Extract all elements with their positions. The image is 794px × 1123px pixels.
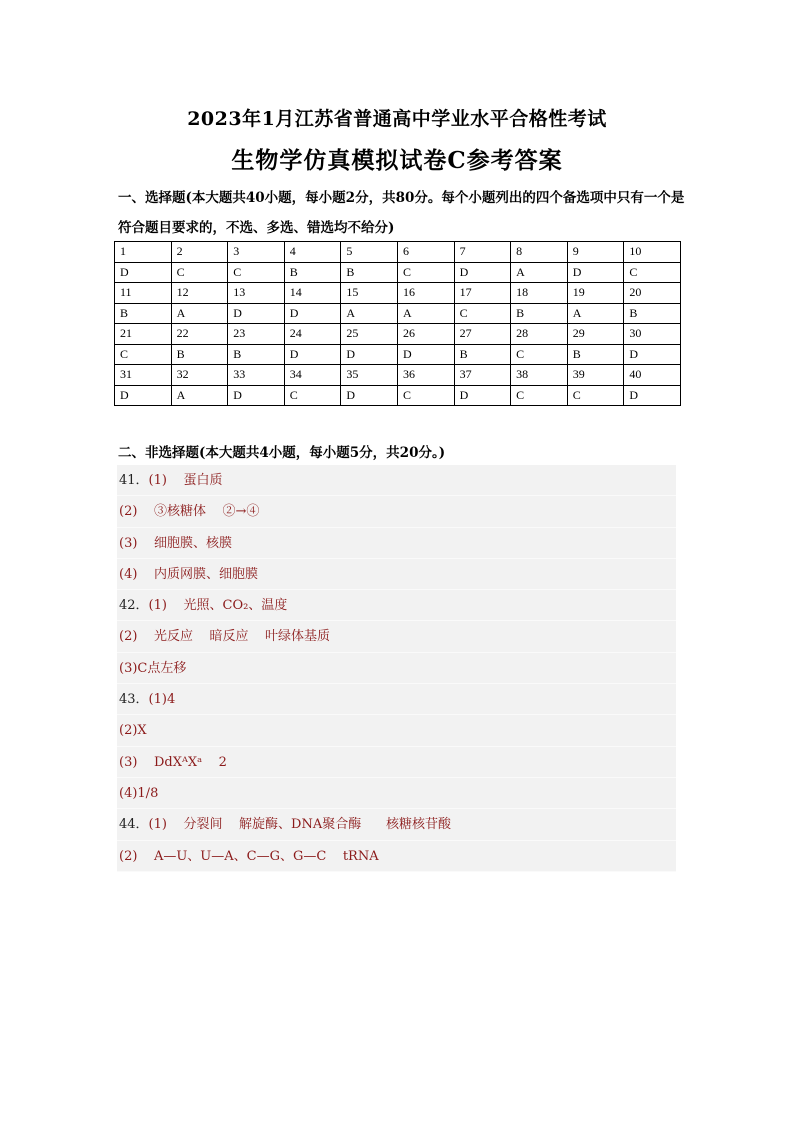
answer-text: (3) 细胞膜、核膜 <box>119 535 232 551</box>
answer-line <box>117 778 676 809</box>
question-number-cell: 8 <box>511 242 568 263</box>
section1-heading: 一、选择题(本大题共40小题，每小题2分，共80分。每个小题列出的四个备选项中只有一个是符合题目要求的，不选、多选、错选均不给分) <box>118 190 685 236</box>
question-number-cell: 17 <box>454 283 511 304</box>
question-number-cell: 15 <box>341 283 398 304</box>
answer-cell: D <box>397 344 454 365</box>
answer-text: (3) DdXᴬXᵃ 2 <box>119 754 227 770</box>
question-number-cell: 31 <box>115 365 172 386</box>
multiple-choice-answer-table <box>114 241 681 406</box>
question-number-cell: 13 <box>228 283 285 304</box>
answer-cell: D <box>284 344 341 365</box>
question-number-cell: 14 <box>284 283 341 304</box>
answer-text: (2)X <box>119 723 147 739</box>
question-number-cell: 27 <box>454 324 511 345</box>
answer-text: (3)C点左移 <box>119 660 187 676</box>
answer-cell: B <box>228 344 285 365</box>
answer-cell: A <box>511 262 568 283</box>
answer-line <box>117 621 676 652</box>
answer-cell: B <box>624 303 681 324</box>
answer-line <box>117 653 676 684</box>
question-number-cell: 19 <box>567 283 624 304</box>
question-number-cell: 7 <box>454 242 511 263</box>
answer-cell: A <box>397 303 454 324</box>
question-number-cell: 26 <box>397 324 454 345</box>
answer-line <box>117 496 676 527</box>
question-number: 42． <box>119 598 149 614</box>
question-number-cell: 1 <box>115 242 172 263</box>
question-number-cell: 20 <box>624 283 681 304</box>
question-number-cell: 23 <box>228 324 285 345</box>
question-number-cell: 35 <box>341 365 398 386</box>
answer-cell: A <box>567 303 624 324</box>
answer-cell: D <box>567 262 624 283</box>
question-number-cell: 30 <box>624 324 681 345</box>
answer-cell: D <box>341 385 398 406</box>
answer-cell: B <box>115 303 172 324</box>
question-number-cell: 9 <box>567 242 624 263</box>
question-number-cell: 39 <box>567 365 624 386</box>
answer-cell: D <box>228 385 285 406</box>
answer-cell: B <box>511 303 568 324</box>
answer-cell: D <box>115 262 172 283</box>
question-number-cell: 2 <box>171 242 228 263</box>
answer-row <box>115 344 681 365</box>
question-number-cell: 38 <box>511 365 568 386</box>
question-number-cell: 33 <box>228 365 285 386</box>
question-number-row <box>115 283 681 304</box>
answer-line <box>117 590 676 621</box>
answer-cell: D <box>341 344 398 365</box>
question-number-cell: 21 <box>115 324 172 345</box>
answer-cell: C <box>454 303 511 324</box>
question-number-cell: 4 <box>284 242 341 263</box>
question-number-cell: 6 <box>397 242 454 263</box>
answer-line <box>117 528 676 559</box>
answer-cell: B <box>284 262 341 283</box>
answer-text: (4)1/8 <box>119 785 159 801</box>
answer-text: (2) 光反应 暗反应 叶绿体基质 <box>119 629 331 645</box>
answer-line <box>117 715 676 746</box>
answer-line <box>117 465 676 496</box>
question-number-cell: 22 <box>171 324 228 345</box>
answer-cell: D <box>228 303 285 324</box>
question-number-row <box>115 242 681 263</box>
answer-cell: C <box>228 262 285 283</box>
answer-row <box>115 262 681 283</box>
question-number-cell: 11 <box>115 283 172 304</box>
question-number-cell: 16 <box>397 283 454 304</box>
question-number-row <box>115 365 681 386</box>
question-number: 44． <box>119 817 149 833</box>
answer-cell: A <box>171 385 228 406</box>
answer-cell: B <box>341 262 398 283</box>
answer-cell: C <box>511 385 568 406</box>
answer-cell: B <box>567 344 624 365</box>
answer-line <box>117 809 676 840</box>
question-number-row <box>115 324 681 345</box>
answer-line <box>117 747 676 778</box>
free-response-answers <box>117 465 676 872</box>
answer-cell: C <box>511 344 568 365</box>
question-number-cell: 34 <box>284 365 341 386</box>
question-number-cell: 32 <box>171 365 228 386</box>
answer-cell: D <box>624 385 681 406</box>
answer-cell: C <box>115 344 172 365</box>
question-number-cell: 36 <box>397 365 454 386</box>
answer-row <box>115 303 681 324</box>
answer-cell: C <box>397 385 454 406</box>
question-number-cell: 12 <box>171 283 228 304</box>
answer-cell: A <box>171 303 228 324</box>
answer-line <box>117 559 676 590</box>
section2-heading: 二、非选择题(本大题共4小题，每小题5分，共20分。) <box>118 445 446 461</box>
question-number-cell: 3 <box>228 242 285 263</box>
answer-cell: C <box>171 262 228 283</box>
question-number-cell: 29 <box>567 324 624 345</box>
answer-cell: B <box>454 344 511 365</box>
answer-cell: C <box>284 385 341 406</box>
question-number-cell: 37 <box>454 365 511 386</box>
question-number-cell: 24 <box>284 324 341 345</box>
answer-cell: D <box>115 385 172 406</box>
question-number-cell: 5 <box>341 242 398 263</box>
answer-cell: D <box>624 344 681 365</box>
answer-text: (2) A—U、U—A、C—G、G—C tRNA <box>119 848 379 864</box>
question-number-cell: 28 <box>511 324 568 345</box>
question-number-cell: 40 <box>624 365 681 386</box>
answer-cell: C <box>624 262 681 283</box>
answer-cell: D <box>454 262 511 283</box>
answer-cell: B <box>171 344 228 365</box>
answer-cell: C <box>567 385 624 406</box>
answer-cell: D <box>284 303 341 324</box>
answer-line <box>117 684 676 715</box>
question-number-cell: 25 <box>341 324 398 345</box>
answer-text: (1)4 <box>148 692 176 708</box>
answer-cell: C <box>397 262 454 283</box>
answer-cell: A <box>341 303 398 324</box>
question-number-cell: 18 <box>511 283 568 304</box>
question-number: 43． <box>119 692 149 708</box>
answer-line <box>117 841 676 872</box>
answer-text: (4) 内质网膜、细胞膜 <box>119 566 258 582</box>
exam-title: 2023年1月江苏省普通高中学业水平合格性考试 <box>187 108 607 130</box>
answer-row <box>115 385 681 406</box>
answer-text: (2) ③核糖体 ②→④ <box>119 504 260 520</box>
question-number: 41． <box>119 473 149 488</box>
answer-cell: D <box>454 385 511 406</box>
answer-text: (1) 蛋白质 <box>148 473 223 488</box>
answer-text: (1) 分裂间 解旋酶、DNA聚合酶 核糖核苷酸 <box>148 817 452 833</box>
answer-text: (1) 光照、CO₂、温度 <box>148 598 288 614</box>
question-number-cell: 10 <box>624 242 681 263</box>
answer-key-title: 生物学仿真模拟试卷C参考答案 <box>231 147 563 174</box>
